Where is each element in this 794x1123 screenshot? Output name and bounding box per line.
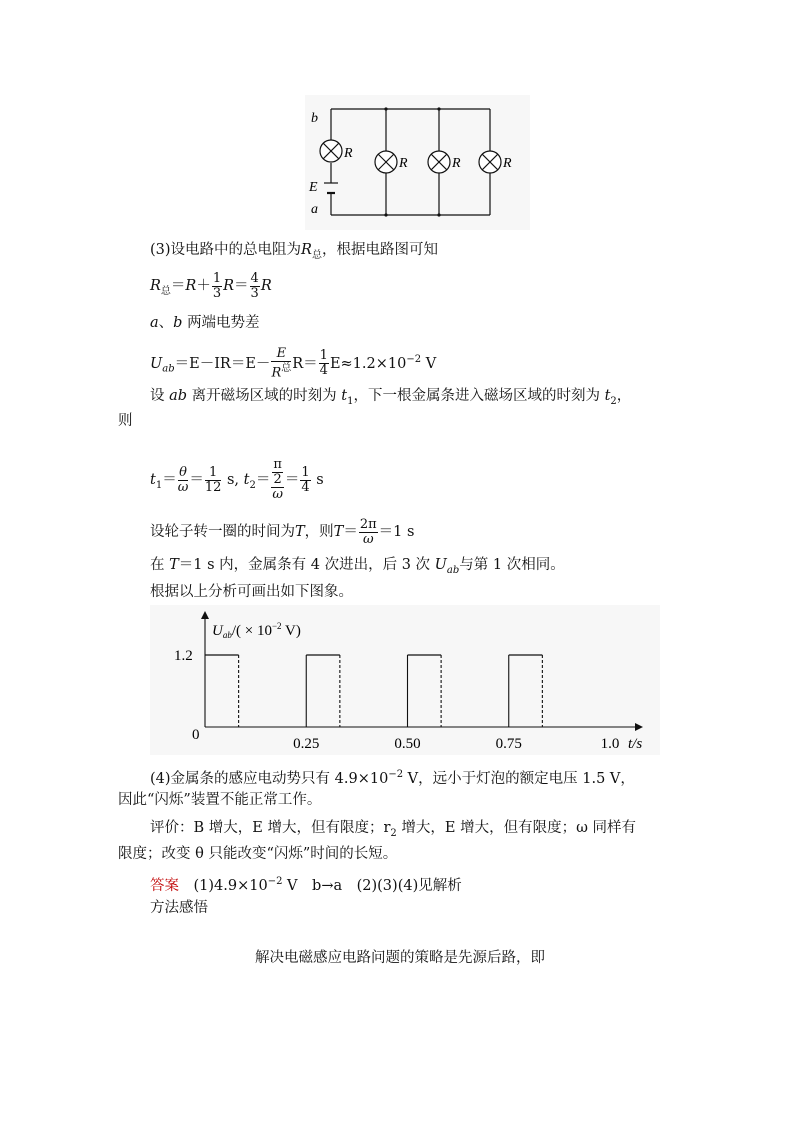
label-E: E [309,180,318,195]
in-period-text: 在 T＝1 s 内，金属条有 4 次进出，后 3 次 $U_{ab}$与第 1 次相同。 [150,557,565,576]
lamp-1 [320,140,342,162]
x-tick-label-1.0: 1.0 [600,736,620,752]
circuit-diagram [305,95,530,230]
time-definition-text: 设 ab 离开磁场区域的时刻为 $t_1$，下一根金属条进入磁场区域的时刻为 $t_2$， [150,388,632,407]
part4-line2: 因此“闪烁”装置不能正常工作。 [118,792,322,808]
strategy-text: 解决电磁感应电路问题的策略是先源后路，即 [255,950,545,966]
answer-label: 答案 [150,877,179,894]
label-a: a [311,202,318,217]
y-tick-label-1.2: 1.2 [174,648,193,664]
equation-total-resistance: $R_总=R+$ $\frac{1}{3}$ R＝ $\frac{4}{3}$ R [150,270,272,301]
equation-t1-t2: $t_1=$ $\frac{\theta}{\omega}$ ＝ $\frac{1}{12}$ s, $t_2=$ $\frac{\frac{\pi}{2}}{\omega}$ ＝ $\frac{1}{4}$ s [150,457,324,502]
method-label: 方法感悟 [150,900,208,916]
x-tick-label-0.50: 0.50 [394,736,421,752]
evaluation-line1: 评价：B 增大，E 增大，但有限度；$r_2$ 增大，E 增大，但有限度；ω 同样有 [150,820,637,839]
resistor-label-2: R [399,156,408,171]
x-axis-label: t/s [628,736,643,752]
resistor-label-4: R [503,156,512,171]
answer-line: 答案 $(1)4.9\times 10^{-2}$ V b→a (2)(3)(4)见解析 [150,876,462,894]
ab-potential-text: a、b 两端电势差 [150,315,260,331]
graph-intro-text: 根据以上分析可画出如下图象。 [150,584,353,600]
equation-uab: $U_{ab}=E-IR=E-$ $\frac{E}{R^总}$ R＝ $\frac{1}{4}$ $E\approx 1.2\times 10^{-2}$ V [150,346,437,381]
evaluation-line2: 限度；改变 θ 只能改变“闪烁”时间的长短。 [118,846,398,862]
part4-line1: (4)金属条的感应电动势只有 $4.9\times 10^{-2}$ V，远小于灯泡的额定电压 1.5 V， [150,769,635,787]
label-b: b [311,111,318,126]
y-axis-label: $U_{ab}/( \times 10^{-2}$ V) [212,621,301,640]
period-text: 设轮子转一圈的时间为T，则T＝ $\frac{2\pi}{\omega}$ ＝1 s [150,516,415,547]
origin-label: 0 [192,727,200,743]
part3-intro: (3)设电路中的总电阻为$R_总$，根据电路图可知 [150,242,438,261]
resistor-label-3: R [452,156,461,171]
uab-time-chart [150,605,660,755]
x-tick-label-0.25: 0.25 [293,736,320,752]
x-tick-label-0.75: 0.75 [495,736,522,752]
then-text: 则 [118,413,133,429]
resistor-label-1: R [344,146,353,161]
